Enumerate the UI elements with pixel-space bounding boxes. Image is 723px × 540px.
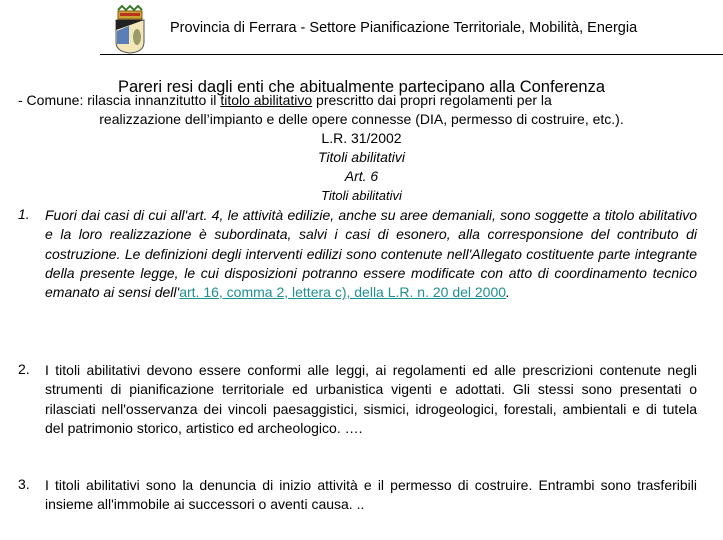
article-heading: Art. 6 bbox=[344, 168, 379, 184]
paragraph-text: Fuori dai casi di cui all'art. 4, le attività edilizie, anche su aree demaniali, sono soggette a titolo abilitativo e la loro realizzazione è subordinata, salvi i casi di esonero, alla corresponsione del contributo di costruzione. Le definizioni degli interventi edilizi sono contenute nell'Allegato costituente parte integrante della presente legge, le cui disposizioni potranno essere modificate con atto di coordinamento tecnico emanato ai sensi dell' bbox=[45, 207, 697, 301]
comune-prefix: - Comune: rilascia innanzitutto il bbox=[18, 92, 221, 108]
province-coat-of-arms-logo bbox=[112, 4, 148, 54]
paragraph-3: I titoli abilitativi sono la denuncia di inizio attività e il permesso di costruire. Entrambi sono trasferibili insieme all'immobile ai successori o aventi causa. .. bbox=[45, 477, 697, 513]
law-reference: L.R. 31/2002 bbox=[321, 130, 402, 146]
header-divider bbox=[100, 54, 723, 55]
titolo-abilitativo-term: titolo abilitativo bbox=[220, 92, 313, 108]
paragraph-number: 2. bbox=[18, 361, 30, 377]
comune-line-2: realizzazione dell’impianto e delle opere connesse (DIA, permesso di costruire, etc.). bbox=[99, 111, 624, 127]
paragraph-1 bbox=[45, 206, 697, 302]
paragraph-2: I titoli abilitativi devono essere conformi alle leggi, ai regolamenti ed alle prescrizioni contenute negli strumenti di pianificazione territoriale ed urbanistica vigenti e adottati. Gli stessi sono presentati o rilasciati nell'osservanza dei vincoli paesaggistici, sismici, idrogeologici, forestali, ambientali e di tutela del patrimonio storico, artistico ed archeologico. …. bbox=[45, 362, 697, 436]
paragraph-end: . bbox=[506, 284, 510, 301]
slide-title: Pareri resi dagli enti che abitualmente partecipano alla Conferenza bbox=[117, 78, 606, 96]
comune-line bbox=[18, 92, 552, 108]
header-title: Provincia di Ferrara - Settore Pianificazione Territoriale, Mobilità, Energia bbox=[170, 20, 638, 36]
article-subtitle: Titoli abilitativi bbox=[321, 188, 402, 203]
paragraph-number: 3. bbox=[18, 476, 30, 492]
comune-suffix: prescritto dai propri regolamenti per la bbox=[312, 92, 552, 108]
section-heading: Titoli abilitativi bbox=[317, 149, 405, 165]
law-link[interactable]: art. 16, comma 2, lettera c), della L.R. n. 20 del 2000 bbox=[179, 284, 507, 301]
paragraph-number: 1. bbox=[18, 206, 30, 222]
